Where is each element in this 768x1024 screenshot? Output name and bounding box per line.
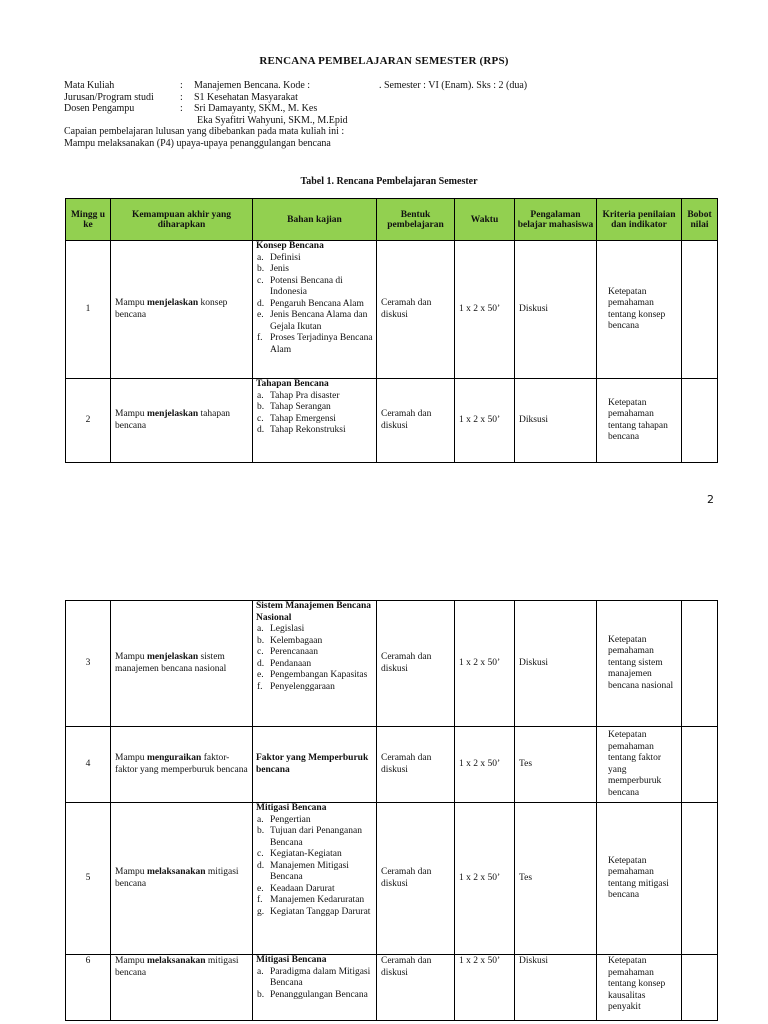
cell-minggu: 3: [66, 601, 111, 727]
header-minggu: Mingg u ke: [66, 199, 111, 241]
bahan-item: [256, 884, 374, 896]
bahan-item-text: Tahap Pra disaster: [270, 390, 340, 401]
bahan-item-text: Proses Terjadinya Bencana Alam: [270, 333, 373, 355]
kemampuan-verb: menguraikan: [146, 753, 202, 763]
table-row: [66, 601, 718, 727]
bahan-item-text: Pengaruh Bencana Alam: [270, 298, 364, 309]
cell-kriteria: Ketepatan pemahaman tentang faktor yang memperburuk bencana: [597, 727, 682, 803]
cell-kriteria: Ketepatan pemahaman tentang mitigasi bencana: [597, 803, 682, 955]
bahan-item: [256, 647, 374, 659]
separator: :: [180, 80, 183, 91]
bahan-item-text: Pengertian: [270, 814, 311, 825]
bahan-item-marker: c.: [257, 647, 264, 657]
bahan-title: Sistem Manajemen Bencana Nasional: [256, 601, 372, 623]
bahan-title: Konsep Bencana: [256, 241, 324, 251]
cell-pengalaman: Diskusi: [515, 241, 597, 379]
bahan-item: [256, 425, 374, 437]
cell-bentuk: Ceramah dan diskusi: [377, 379, 455, 463]
bahan-item-marker: e.: [257, 310, 264, 320]
cell-waktu: 1 x 2 x 50’: [455, 379, 515, 463]
cell-kemampuan: [111, 727, 253, 803]
cell-bentuk: Ceramah dan diskusi: [377, 241, 455, 379]
table-row: [66, 379, 718, 463]
kemampuan-verb: menjelaskan: [146, 298, 199, 308]
bahan-item-marker: b.: [257, 402, 265, 412]
table-row: [66, 727, 718, 803]
cell-bobot: [682, 379, 718, 463]
bahan-item-text: Potensi Bencana di Indonesia: [270, 275, 343, 297]
cell-waktu: 1 x 2 x 50’: [455, 955, 515, 1021]
cell-minggu: 5: [66, 803, 111, 955]
bahan-item-marker: a.: [257, 390, 264, 401]
cell-kriteria: Ketepatan pemahaman tentang konsep kausalitas penyakit: [597, 955, 682, 1021]
bahan-item-marker: a.: [257, 814, 264, 825]
bahan-item-marker: c.: [257, 413, 264, 424]
cell-bobot: [682, 601, 718, 727]
bahan-item-marker: b.: [257, 826, 265, 836]
bahan-item: [256, 815, 374, 827]
bahan-item: [256, 849, 374, 861]
bahan-item-marker: f.: [257, 681, 263, 692]
value-semester: . Semester : VI (Enam). Sks : 2 (dua): [379, 80, 528, 91]
bahan-item: [256, 264, 374, 276]
bahan-title: Tahapan Bencana: [256, 379, 329, 389]
cell-pengalaman: Diskusi: [515, 601, 597, 727]
label-jurusan: Jurusan/Program studi: [64, 91, 154, 103]
bahan-item-marker: f.: [257, 333, 263, 343]
bahan-item-text: Perencanaan: [270, 647, 318, 657]
bahan-item-text: Kegiatan-Kegiatan: [270, 849, 342, 859]
table-caption: Tabel 1. Rencana Pembelajaran Semester: [300, 176, 478, 187]
bahan-item-text: Penyelenggaraan: [270, 681, 335, 692]
kemampuan-prefix: Mampu: [115, 652, 147, 662]
table-row: [66, 803, 718, 955]
cell-kemampuan: [111, 379, 253, 463]
header-kriteria: Kriteria penilaian dan indikator: [597, 199, 682, 241]
header-bobot: Bobot nilai: [682, 199, 718, 241]
kemampuan-prefix: Mampu: [115, 956, 147, 966]
bahan-item-text: Kegiatan Tanggap Darurat: [270, 906, 371, 917]
bahan-item-marker: e.: [257, 670, 264, 680]
cell-bobot: [682, 241, 718, 379]
bahan-item-marker: b.: [257, 635, 265, 646]
bahan-item-marker: f.: [257, 895, 263, 905]
kemampuan-prefix: Mampu: [115, 409, 147, 419]
capaian-text: Capaian pembelajaran lulusan yang dibebankan pada mata kuliah ini :: [64, 126, 345, 137]
kemampuan-prefix: Mampu: [115, 753, 147, 763]
kemampuan-suffix: mitigasi bencana: [115, 867, 239, 889]
bahan-item-marker: d.: [257, 658, 265, 669]
cell-bahan-kajian: [253, 601, 377, 727]
mampu-text: Mampu melaksanakan (P4) upaya-upaya penanggulangan bencana: [64, 137, 331, 149]
cell-bentuk: Ceramah dan diskusi: [377, 803, 455, 955]
header-pengalaman: Pengalaman belajar mahasiswa: [515, 199, 597, 241]
bahan-item-text: Definisi: [270, 252, 301, 263]
bahan-item-marker: g.: [257, 906, 265, 917]
bahan-item-text: Tujuan dari Penanganan Bencana: [270, 826, 362, 848]
bahan-item: [256, 670, 374, 682]
bahan-item: [256, 636, 374, 648]
bahan-item-text: Manajemen Kedaruratan: [270, 895, 365, 905]
bahan-item: [256, 990, 374, 1002]
kemampuan-verb: melaksanakan: [146, 867, 206, 877]
bahan-list: [256, 391, 374, 437]
bahan-item: [256, 624, 374, 636]
cell-bobot: [682, 955, 718, 1021]
bahan-item-text: Paradigma dalam Mitigasi Bencana: [270, 966, 371, 988]
bahan-item-text: Tahap Serangan: [270, 402, 331, 412]
bahan-title: Mitigasi Bencana: [256, 803, 327, 813]
cell-bobot: [682, 803, 718, 955]
cell-kemampuan: [111, 601, 253, 727]
bahan-list: [256, 967, 374, 1002]
value-dosen-2: Eka Syafitri Wahyuni, SKM., M.Epid: [197, 114, 348, 126]
cell-kriteria: Ketepatan pemahaman tentang konsep bencana: [597, 241, 682, 379]
cell-bahan-kajian: [253, 241, 377, 379]
header-kemampuan: Kemampuan akhir yang diharapkan: [111, 199, 253, 241]
kemampuan-suffix: mitigasi bencana: [115, 956, 239, 978]
bahan-item-marker: c.: [257, 275, 264, 286]
page-number: 2: [707, 493, 714, 506]
bahan-item-text: Tahap Emergensi: [270, 413, 336, 424]
bahan-item: [256, 967, 374, 990]
bahan-item-marker: d.: [257, 425, 265, 435]
kemampuan-suffix: faktor-faktor yang memperburuk bencana: [115, 753, 248, 775]
kemampuan-verb: menjelaskan: [146, 409, 199, 419]
cell-bahan-kajian: [253, 803, 377, 955]
label-dosen: Dosen Pengampu: [64, 103, 135, 114]
value-jurusan: S1 Kesehatan Masyarakat: [194, 91, 298, 103]
rps-table-page-1: [65, 198, 718, 463]
bahan-item-text: Pendanaan: [270, 658, 312, 669]
bahan-item-marker: b.: [257, 989, 265, 1000]
kemampuan-suffix: tahapan bencana: [115, 409, 231, 431]
document-title: RENCANA PEMBELAJARAN SEMESTER (RPS): [259, 55, 509, 67]
bahan-item-text: Pengembangan Kapasitas: [270, 670, 368, 680]
bahan-item: [256, 907, 374, 919]
cell-kriteria: Ketepatan pemahaman tentang tahapan bencana: [597, 379, 682, 463]
bahan-item: [256, 299, 374, 311]
cell-bahan-kajian: [253, 727, 377, 803]
bahan-item: [256, 659, 374, 671]
bahan-item: [256, 861, 374, 884]
cell-pengalaman: Tes: [515, 803, 597, 955]
bahan-list: [256, 624, 374, 693]
cell-bentuk: Ceramah dan diskusi: [377, 601, 455, 727]
bahan-item: [256, 391, 374, 403]
header-bentuk: Bentuk pembelajaran: [377, 199, 455, 241]
cell-waktu: 1 x 2 x 50’: [455, 601, 515, 727]
bahan-item-marker: d.: [257, 860, 265, 871]
kemampuan-suffix: sistem manajemen bencana nasional: [115, 652, 227, 674]
bahan-item-text: Jenis: [270, 264, 289, 274]
bahan-item-text: Tahap Rekonstruksi: [270, 425, 346, 435]
cell-bentuk: Ceramah dan diskusi: [377, 727, 455, 803]
cell-bentuk: Ceramah dan diskusi: [377, 955, 455, 1021]
separator: :: [180, 103, 183, 114]
bahan-item: [256, 402, 374, 414]
bahan-item-marker: d.: [257, 298, 265, 309]
bahan-item-text: Legislasi: [270, 624, 305, 634]
bahan-item: [256, 333, 374, 356]
bahan-item: [256, 276, 374, 299]
kemampuan-verb: melaksanakan: [146, 956, 206, 966]
value-mata-kuliah: Manajemen Bencana. Kode :: [194, 80, 311, 91]
rps-table-page-2: [65, 600, 718, 1021]
cell-waktu: 1 x 2 x 50’: [455, 803, 515, 955]
bahan-title: Faktor yang Memperburuk bencana: [256, 753, 369, 775]
bahan-item: [256, 414, 374, 426]
bahan-item: [256, 310, 374, 333]
bahan-item-text: Penanggulangan Bencana: [270, 989, 368, 1000]
cell-minggu: 6: [66, 955, 111, 1021]
cell-pengalaman: Diskusi: [515, 955, 597, 1021]
cell-waktu: 1 x 2 x 50’: [455, 241, 515, 379]
kemampuan-verb: menjelaskan: [146, 652, 199, 662]
cell-minggu: 4: [66, 727, 111, 803]
cell-waktu: 1 x 2 x 50’: [455, 727, 515, 803]
bahan-title: Mitigasi Bencana: [256, 955, 327, 965]
separator: :: [180, 91, 183, 103]
cell-minggu: 1: [66, 241, 111, 379]
value-dosen-1: Sri Damayanty, SKM., M. Kes: [194, 103, 318, 114]
header-bahan: Bahan kajian: [253, 199, 377, 241]
kemampuan-prefix: Mampu: [115, 867, 147, 877]
bahan-item-text: Kelembagaan: [270, 635, 323, 646]
cell-bahan-kajian: [253, 955, 377, 1021]
header-waktu: Waktu: [455, 199, 515, 241]
bahan-item-marker: a.: [257, 966, 264, 977]
bahan-item: [256, 682, 374, 694]
cell-kriteria: Ketepatan pemahaman tentang sistem manajemen bencana nasional: [597, 601, 682, 727]
cell-minggu: 2: [66, 379, 111, 463]
cell-pengalaman: Diksusi: [515, 379, 597, 463]
bahan-list: [256, 815, 374, 919]
cell-kemampuan: [111, 241, 253, 379]
cell-bahan-kajian: [253, 379, 377, 463]
cell-kemampuan: [111, 955, 253, 1021]
bahan-item-marker: c.: [257, 849, 264, 859]
table-row: [66, 955, 718, 1021]
bahan-item-text: Manajemen Mitigasi Bencana: [270, 860, 349, 882]
bahan-item-marker: b.: [257, 264, 265, 274]
bahan-item-text: Jenis Bencana Alama dan Gejala Ikutan: [270, 310, 368, 332]
kemampuan-prefix: Mampu: [115, 298, 147, 308]
cell-kemampuan: [111, 803, 253, 955]
bahan-item: [256, 826, 374, 849]
bahan-item: [256, 253, 374, 265]
table-header-row: [66, 199, 718, 241]
table-row: [66, 241, 718, 379]
bahan-item-text: Keadaan Darurat: [270, 883, 335, 894]
bahan-item-marker: a.: [257, 252, 264, 263]
bahan-item-marker: e.: [257, 883, 264, 894]
bahan-item: [256, 895, 374, 907]
label-mata-kuliah: Mata Kuliah: [64, 80, 115, 91]
kemampuan-suffix: konsep bencana: [115, 298, 228, 320]
bahan-list: [256, 253, 374, 357]
cell-pengalaman: Tes: [515, 727, 597, 803]
cell-bobot: [682, 727, 718, 803]
bahan-item-marker: a.: [257, 624, 264, 634]
